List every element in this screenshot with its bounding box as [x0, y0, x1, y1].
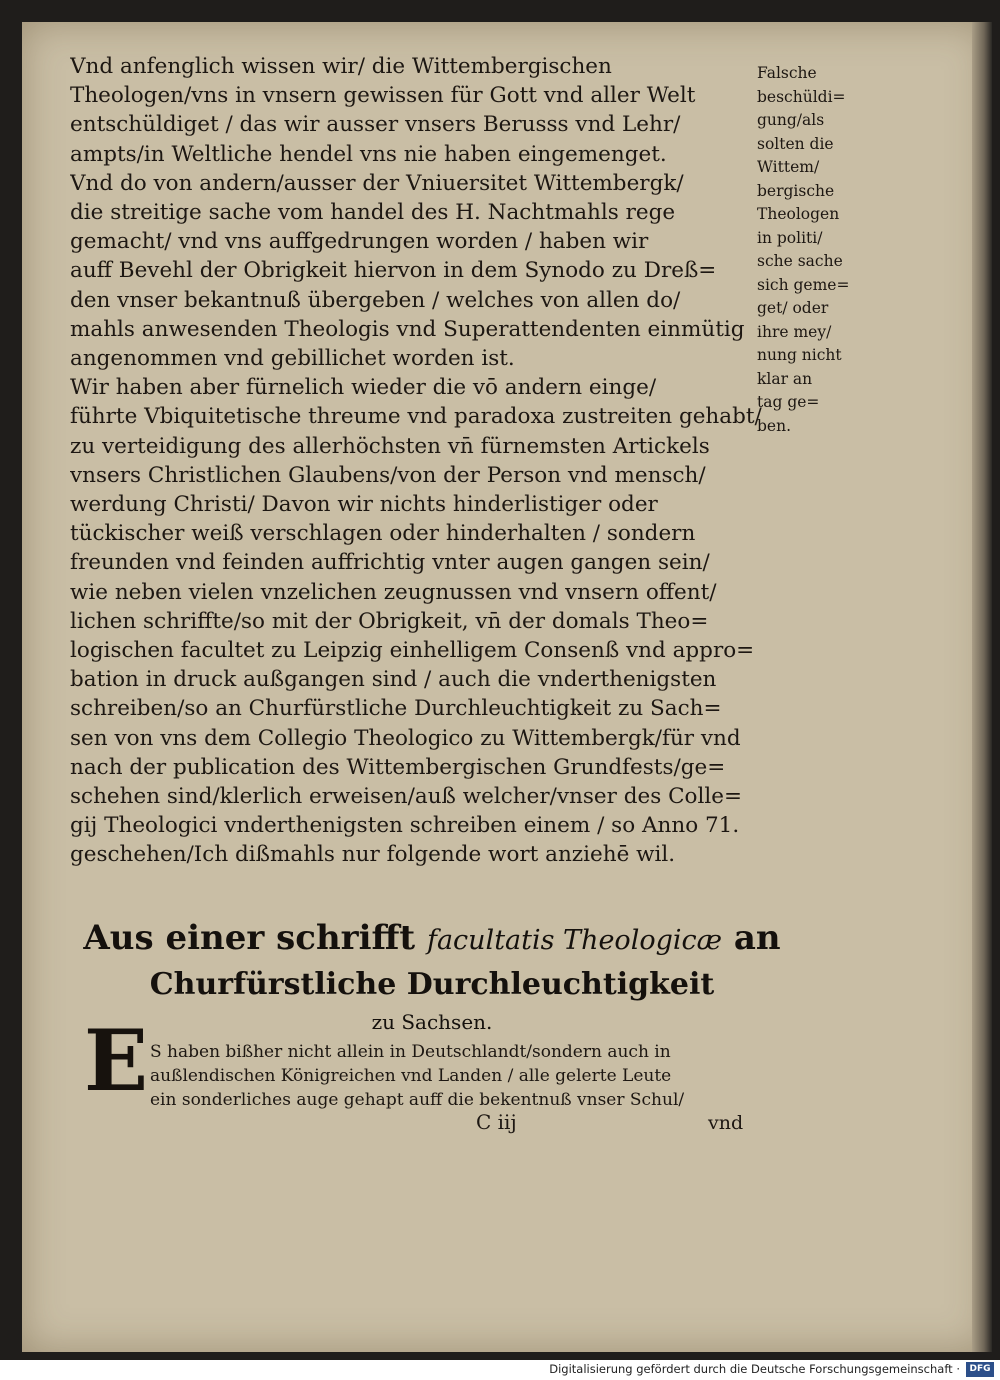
- letter-text-block: [150, 1040, 790, 1112]
- letter-line: ein sonderliches auge gehapt auff die bekentnuß vnser Schul/: [150, 1090, 685, 1110]
- margin-note-line: in politi/: [757, 228, 823, 247]
- catchword: vnd: [708, 1112, 744, 1134]
- heading-latin: facultatis Theologicæ: [426, 925, 723, 956]
- margin-note-line: beschüldi=: [757, 87, 846, 106]
- text-line: werdung Christi/ Davon wir nichts hinderlistiger oder: [70, 492, 658, 518]
- margin-note-line: sich geme=: [757, 275, 850, 294]
- text-line: gemacht/ vnd vns auffgedrungen worden / haben wir: [70, 229, 649, 255]
- text-line: schehen sind/klerlich erweisen/auß welcher/vnser des Colle=: [70, 784, 742, 810]
- margin-note-line: Falsche: [757, 64, 817, 82]
- margin-note: [757, 62, 887, 438]
- letter-line: S haben bißher nicht allein in Deutschlandt/sondern auch in: [150, 1042, 671, 1062]
- heading-line-2: Churfürstliche Durchleuchtigkeit: [149, 967, 715, 1002]
- margin-note-line: gung/als: [757, 111, 825, 129]
- footer-credit: Digitalisierung gefördert durch die Deutsche Forschungsgemeinschaft ·: [549, 1362, 960, 1376]
- text-line: mahls anwesenden Theologis vnd Superattendenten einmütig: [70, 316, 745, 342]
- margin-note-line: Wittem/: [757, 158, 820, 176]
- footer-bar: [0, 1360, 1000, 1380]
- text-line: angenommen vnd gebillichet worden ist.: [70, 346, 515, 372]
- text-line: die streitige sache vom handel des H. Nachtmahls rege: [70, 200, 676, 226]
- main-text-block: [70, 52, 770, 870]
- margin-note-line: solten die: [757, 134, 834, 153]
- drop-cap: E: [84, 1011, 149, 1110]
- text-line: vnsers Christlichen Glaubens/von der Person vnd mensch/: [70, 462, 706, 488]
- text-line: geschehen/Ich dißmahls nur folgende wort anziehē wil.: [70, 842, 676, 868]
- text-line: ampts/in Weltliche hendel vns nie haben eingemenget.: [70, 141, 667, 167]
- text-line: Wir haben aber fürnelich wieder die vō andern einge/: [70, 375, 657, 401]
- text-line: Theologen/vns in vnsern gewissen für Gott vnd aller Welt: [70, 83, 696, 109]
- dfg-logo: DFG: [966, 1362, 994, 1377]
- margin-note-line: tag ge=: [757, 393, 820, 411]
- text-line: auff Bevehl der Obrigkeit hiervon in dem Synodo zu Dreß=: [70, 258, 717, 284]
- text-line: nach der publication des Wittembergischen Grundfests/ge=: [70, 754, 726, 780]
- text-line: freunden vnd feinden auffrichtig vnter augen gangen sein/: [70, 550, 710, 576]
- text-line: den vnser bekantnuß übergeben / welches von allen do/: [70, 287, 681, 313]
- text-line: zu verteidigung des allerhöchsten vn̄ fürnemsten Artickels: [70, 433, 710, 459]
- margin-note-line: ihre mey/: [757, 322, 832, 341]
- text-line: entschüldiget / das wir ausser vnsers Berusss vnd Lehr/: [70, 112, 681, 138]
- text-line: sen von vns dem Collegio Theologico zu Wittembergk/für vnd: [70, 725, 741, 751]
- text-line: logischen facultet zu Leipzig einhelligem Consenß vnd appro=: [70, 638, 755, 664]
- text-line: schreiben/so an Churfürstliche Durchleuchtigkeit zu Sach=: [70, 696, 722, 722]
- heading-blackletter: Aus einer schrifft: [83, 918, 416, 958]
- heading-line-1: [82, 916, 782, 963]
- signature-mark: C iij: [476, 1110, 517, 1134]
- page-edge: [972, 22, 992, 1352]
- margin-note-line: sche sache: [757, 252, 843, 270]
- heading-end: an: [733, 918, 781, 958]
- text-line: Vnd anfenglich wissen wir/ die Wittembergischen: [70, 54, 612, 79]
- text-line: tückischer weiß verschlagen oder hinderhalten / sondern: [70, 521, 696, 547]
- margin-note-line: Theologen: [757, 205, 840, 223]
- section-heading: [82, 916, 782, 1037]
- text-line: gij Theologici vnderthenigsten schreiben einem / so Anno 71.: [70, 813, 740, 839]
- text-line: wie neben vielen vnzelichen zeugnussen vnd vnsern offent/: [70, 579, 717, 605]
- margin-note-line: get/ oder: [757, 299, 829, 317]
- letter-line: außlendischen Königreichen vnd Landen / alle gelerte Leute: [150, 1066, 672, 1086]
- heading-line-3: zu Sachsen.: [371, 1010, 493, 1034]
- text-line: lichen schriffte/so mit der Obrigkeit, vn̄ der domals Theo=: [70, 608, 709, 634]
- margin-note-line: ben.: [757, 416, 792, 435]
- text-line: führte Vbiquitetische threume vnd paradoxa zustreiten gehabt/: [70, 404, 762, 430]
- margin-note-line: nung nicht: [757, 346, 842, 364]
- text-line: Vnd do von andern/ausser der Vniuersitet Wittembergk/: [70, 170, 684, 196]
- margin-note-line: bergische: [757, 181, 835, 200]
- text-line: bation in druck außgangen sind / auch die vnderthenigsten: [70, 667, 717, 693]
- margin-note-line: klar an: [757, 369, 813, 388]
